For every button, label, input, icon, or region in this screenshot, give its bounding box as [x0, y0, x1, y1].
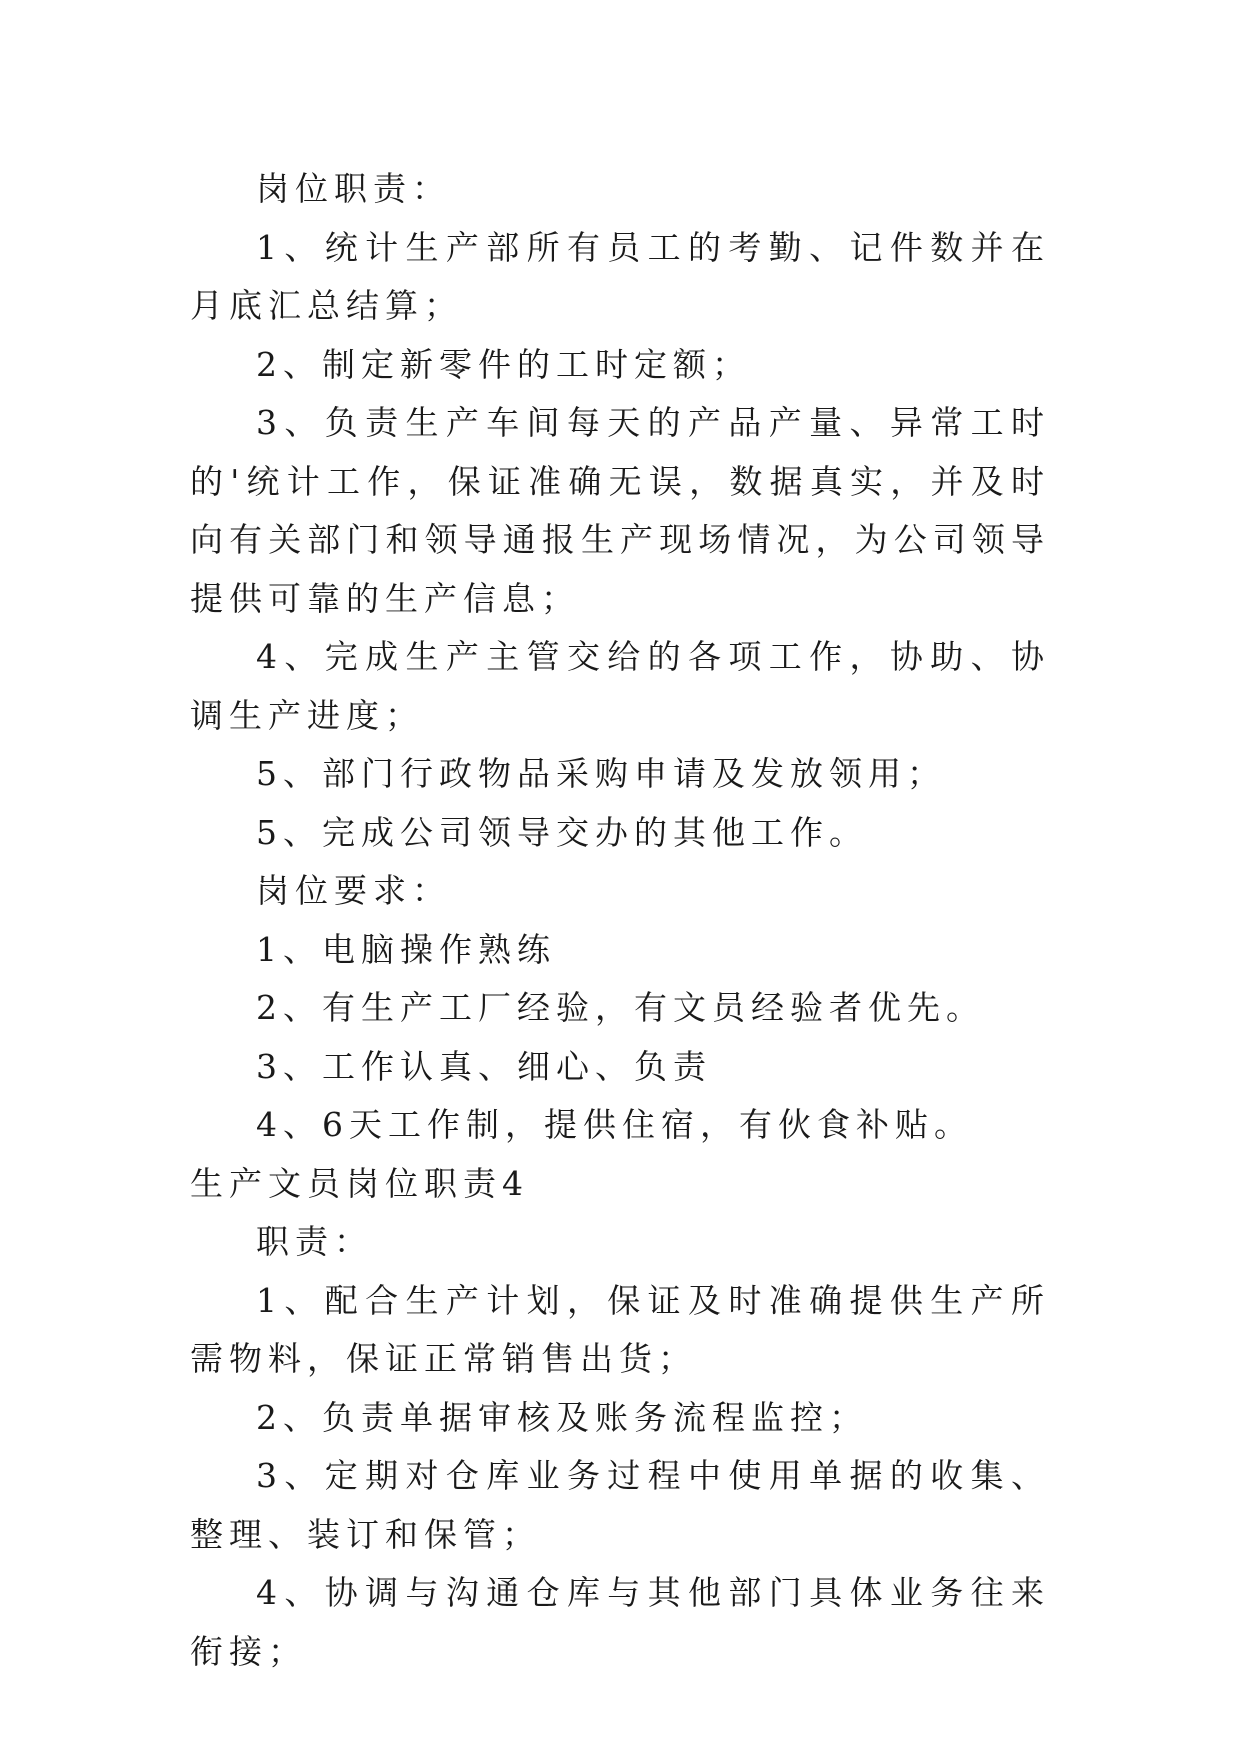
- list-item: 1、电脑操作熟练: [256, 929, 556, 969]
- section-heading-requirements: 岗位要求：: [256, 871, 451, 910]
- list-item: 4、6天工作制，提供住宿，有伙食补贴。: [256, 1105, 973, 1144]
- list-item: 5、完成公司领导交办的其他工作。: [256, 812, 868, 852]
- list-item: 5、部门行政物品采购申请及发放领用；: [256, 754, 946, 793]
- list-item: 2、负责单据审核及账务流程监控；: [256, 1397, 868, 1437]
- list-item: 3、负责生产车间每天的产品产量、异常工时的'统计工作，保证准确无误，数据真实，并及时向有关部门和领导通报生产现场情况，为公司领导提供可靠的生产信息；: [190, 403, 1050, 618]
- list-item: 2、制定新零件的工时定额；: [256, 344, 751, 384]
- document-section-title: 生产文员岗位职责4: [190, 1163, 529, 1203]
- list-item: 1、配合生产计划，保证及时准确提供生产所需物料，保证正常销售出货；: [190, 1280, 1050, 1378]
- list-item: 2、有生产工厂经验，有文员经验者优先。: [256, 988, 985, 1027]
- list-item: 4、完成生产主管交给的各项工作，协助、协调生产进度；: [190, 637, 1050, 735]
- list-item: 4、协调与沟通仓库与其他部门具体业务往来衔接；: [190, 1573, 1050, 1671]
- list-item: 3、定期对仓库业务过程中使用单据的收集、整理、装订和保管；: [190, 1456, 1050, 1554]
- section-heading-responsibilities: 岗位职责：: [256, 169, 451, 208]
- list-item: 1、统计生产部所有员工的考勤、记件数并在月底汇总结算；: [190, 227, 1050, 325]
- document-body: [190, 160, 1050, 1681]
- section-heading-duties: 职责：: [256, 1222, 373, 1261]
- list-item: 3、工作认真、细心、负责: [256, 1046, 712, 1086]
